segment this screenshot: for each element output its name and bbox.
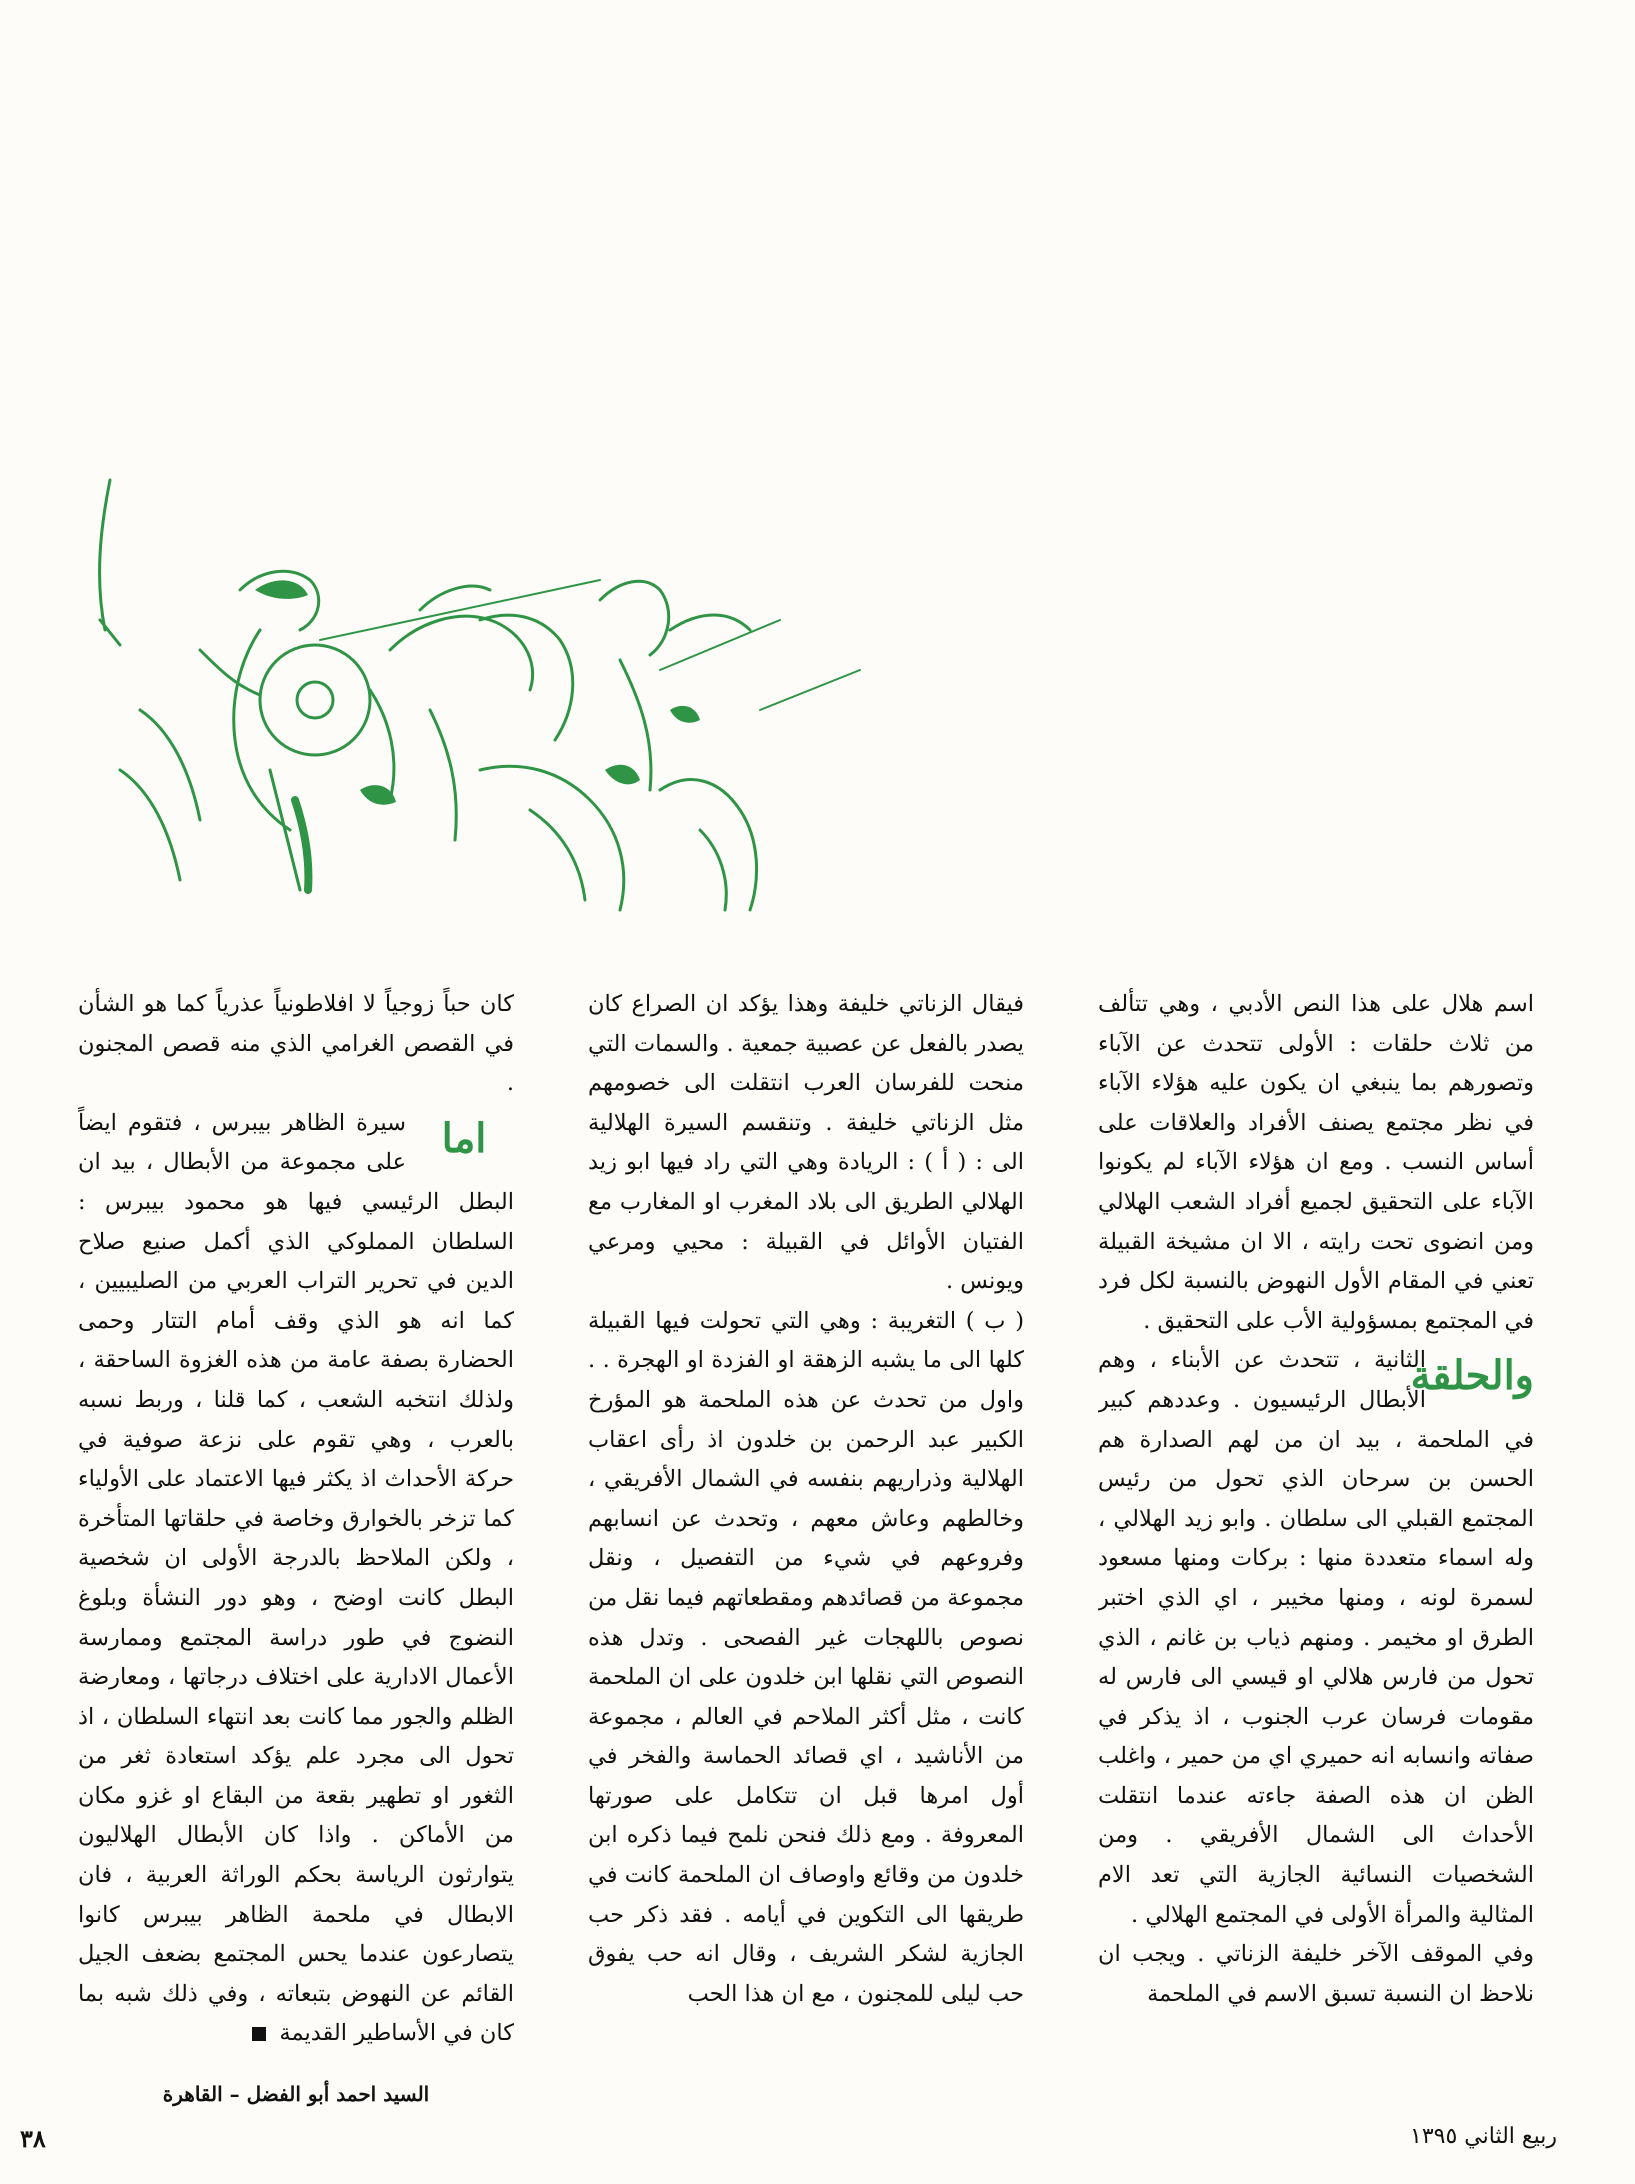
paragraph: فيقال الزناتي خليفة وهذا يؤكد ان الصراع كان يصدر بالفعل عن عصبية جمعية . والسمات التي منحت للفرسان العرب انتقلت الى خصومهم مثل الزناتي خليفة . وتنقسم السيرة الهلالية الى : ( أ ) : الريادة وهي التي راد فيها ابو زيد الهلالي الطريق الى بلاد المغرب او المغارب مع الفتيان الأوائل في القبيلة : محيي ومرعي ويونس . (588, 991, 1024, 1295)
article-column-middle (588, 985, 1024, 2065)
paragraph: كان حباً زوجياً لا افلاطونياً عذرياً كما هو الشأن في القصص الغرامي الذي منه قصص المجنون . (78, 991, 514, 1097)
battle-illustration (60, 470, 880, 930)
article-column-right (1098, 985, 1534, 2065)
paragraph-text: سيرة الظاهر بيبرس ، فتقوم ايضاً على مجموعة من الأبطال ، بيد ان البطل الرئيسي فيها هو محمود بيبرس : السلطان المملوكي الذي أكمل صنيع صلاح الدين في تحرير التراب العربي من الصليبيين ، كما انه هو الذي وقف أمام التتار وحمى الحضارة بصفة عامة من هذه الغزوة الساحقة ، ولذلك انتخبه الشعب ، كما قلنا ، وربط نسبه بالعرب ، وهي تقوم على نزعة صوفية في حركة الأحداث اذ يكثر فيها الاعتماد على الأولياء كما تزخر بالخوارق وخاصة في حلقاتها المتأخرة ، ولكن الملاحظ بالدرجة الأولى ان شخصية البطل كانت اوضح ، وهو دور النشأة وبلوغ النضوج في طور دراسة المجتمع وممارسة الأعمال الادارية على اختلاف درجاتها ، ومعارضة الظلم والجور مما كانت بعد انتهاء السلطان ، اذ تحول الى مجرد علم يؤكد استعادة ثغر من الثغور او تطهير بقعة من البقاع او غزو مكان من الأماكن . واذا كان الأبطال الهلاليون يتوارثون الرياسة بحكم الوراثة العربية ، فان الابطال في ملحمة الظاهر بيبرس كانوا يتصارعون عندما يحس المجتمع بضعف الجيل القائم عن النهوض بتبعاته ، وفي ذلك شبه بما كان في الأساطير القديمة (78, 1109, 514, 2047)
page-number: ٣٨ (20, 2124, 46, 2153)
article-column-left (78, 985, 514, 2065)
paragraph: ( ب ) التغريبة : وهي التي تحولت فيها القبيلة كلها الى ما يشبه الزهقة او الفزدة او الهجرة . . واول من تحدث عن هذه الملحمة هو المؤرخ الكبير عبد الرحمن بن خلدون اذ رأى اعقاب الهلالية وذراريهم بنفسه في الشمال الأفريقي ، وخالطهم وعاش معهم ، وتحدث عن انسابهم وفروعهم في شيء من التفصيل ، ونقل مجموعة من قصائدهم ومقطعاتهم فيما نقل من نصوص باللهجات غير الفصحى . وتدل هذه النصوص التي نقلها ابن خلدون على ان الملحمة كانت ، مثل أكثر الملاحم في العالم ، مجموعة من الأناشيد ، اي قصائد الحماسة والفخر في أول امرها قبل ان تتكامل على صورتها المعروفة . ومع ذلك فنحن نلمح فيما ذكره ابن خلدون من وقائع واوصاف ان الملحمة كانت في طريقها الى التكوين في أيامه . فقد ذكر حب الجازية لشكر الشريف ، وقال انه حب يفوق حب ليلى للمجنون ، مع ان هذا الحب (588, 1307, 1024, 2007)
author-byline: السيد احمد أبو الفضل – القاهرة (162, 2082, 430, 2106)
paragraph: وفي الموقف الآخر خليفة الزناتي . ويجب ان نلاحظ ان النسبة تسبق الاسم في الملحمة (1098, 1941, 1534, 2007)
paragraph (1098, 1341, 1534, 1935)
paragraph-text: الثانية ، تتحدث عن الأبناء ، وهم الأبطال الرئيسيون . وعددهم كبير في الملحمة ، بيد ان من لهم الصدارة هم الحسن بن سرحان الذي تحول من رئيس المجتمع القبلي الى سلطان . وابو زيد الهلالي ، وله اسماء متعددة منها : بركات ومنها مسعود لسمرة لونه ، ومنها مخيبر ، اي الذي اختبر الطرق او مخيمر . ومنهم ذياب بن غانم ، الذي تحول من فارس هلالي او قيسي الى فارس له مقومات فرسان عرب الجنوب ، اذ يذكر في صفاته وانسابه انه حميري اي من حمير ، واغلب الظن ان هذه الصفة جاءته عندما انتقلت الأحداث الى الشمال الأفريقي . ومن الشخصيات النسائية الجازية التي تعد الام المثالية والمرأة الأولى في المجتمع الهلالي . (1098, 1347, 1534, 1928)
drop-initial-word: والحلقة (1410, 1352, 1534, 1400)
issue-date: ربيع الثاني ١٣٩٥ (1410, 2124, 1557, 2149)
paragraph (78, 1104, 514, 2054)
paragraph: اسم هلال على هذا النص الأدبي ، وهي تتألف من ثلاث حلقات : الأولى تتحدث عن الآباء وتصورهم بما ينبغي ان يكون عليه هؤلاء الآباء في نظر مجتمع يصنف الأفراد والعلاقات على أساس النسب . ومع ان هؤلاء الآباء لم يكونوا الآباء على التحقيق لجميع أفراد الشعب الهلالي ومن انضوى تحت رايته ، الا ان مشيخة القبيلة تعني في المقام الأول النهوض بالنسبة لكل فرد في المجتمع بمسؤولية الأب على التحقيق . (1098, 991, 1534, 1334)
end-of-article-mark (252, 2027, 266, 2041)
drop-initial-word: اما (441, 1114, 487, 1162)
